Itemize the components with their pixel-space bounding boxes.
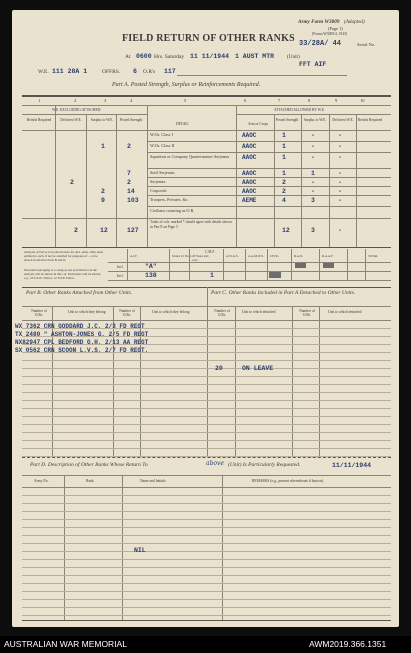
- row-detail: Staff Serjeants: [150, 170, 175, 175]
- col-num-4: 4: [130, 98, 133, 103]
- analysis-col-header: TOTAL: [368, 254, 379, 258]
- part-c-col-1: Number of O.Rs.: [214, 309, 230, 317]
- row-arm: AAOC: [242, 170, 257, 177]
- row-detail: Civilians counting as O.R.: [150, 208, 195, 213]
- row-right-value: -: [311, 179, 315, 186]
- form-code: [Forms/W3009/4, 1943]: [312, 32, 347, 36]
- col-num-7: 7: [278, 98, 281, 103]
- offrs-value: 6: [133, 68, 137, 75]
- col-num-8: 8: [308, 98, 311, 103]
- time-value: 0600: [136, 53, 152, 60]
- row-arm: AAOC: [242, 188, 257, 195]
- hrs-label: Hrs. Saturday: [154, 54, 185, 60]
- we-label: W.E.: [38, 69, 49, 75]
- date-value: 11 11/1944: [190, 53, 230, 60]
- row-right-value: 4: [282, 197, 286, 204]
- part-b-entry: SX 0562 CRN SCOON L.V.S. 2/7 FD REGT.: [15, 347, 149, 354]
- part-a-title: Part A. Posted Strength, Surplus or Reinforcements Required.: [112, 82, 261, 88]
- row-left-value: 2: [127, 179, 131, 186]
- archive-accession: AWM2019.366.1351: [309, 639, 387, 649]
- row-right-value: 1: [282, 143, 286, 150]
- col-num-2: 2: [74, 98, 77, 103]
- ors-value: 117: [164, 68, 176, 75]
- row-detail: Serjeants: [150, 179, 166, 184]
- row-detail: Corporals: [150, 188, 167, 193]
- total-att-surplus: 3: [311, 227, 315, 234]
- totals-label: Totals of cols. marked * should agree with details shown in Part E on Page 3: [150, 220, 232, 229]
- row-left-value: 14: [127, 188, 135, 195]
- archive-name: AUSTRALIAN WAR MEMORIAL: [4, 639, 127, 649]
- analysis-col-header: Under 21 Years: [172, 254, 192, 258]
- row-right-value: 1: [282, 170, 286, 177]
- analysis-col-header: CIVIL.: [270, 254, 280, 258]
- serial-number: 33/28A/ 44: [299, 40, 342, 48]
- we-value: 111 28A 1: [52, 68, 88, 75]
- row-detail: W.Os. Class I: [150, 132, 173, 137]
- analysis-col-header: R.A.A.F.: [322, 254, 334, 258]
- row-right-value: -: [338, 143, 342, 150]
- part-b-entry: TX 2480 " ASHTON-JONES G. 2/5 FD REGT: [15, 331, 149, 338]
- total-posted: 127: [127, 227, 139, 234]
- right-col-4: Deficient W.E.: [332, 118, 354, 122]
- row-right-value: 1: [282, 132, 286, 139]
- analysis-col-header: 20 Years and over: [192, 254, 209, 262]
- col-num-9: 9: [335, 98, 338, 103]
- col-num-10: 10: [360, 98, 365, 103]
- part-d-col-3: Name and Initials.: [140, 479, 167, 483]
- redacted-block: [323, 263, 334, 268]
- row-left-value: 7: [127, 170, 131, 177]
- left-col-3: Surplus to W.E.: [90, 118, 114, 122]
- row-right-value: 1: [311, 170, 315, 177]
- at-label: At: [125, 54, 131, 60]
- analysis-col-header: R.A.N.: [294, 254, 304, 258]
- row-right-value: -: [338, 188, 342, 195]
- row-right-value: -: [311, 143, 315, 150]
- row-arm: AAOC: [242, 132, 257, 139]
- on-leave-text: ON LEAVE: [242, 365, 274, 372]
- left-col-4: Posted Strength: [119, 118, 143, 122]
- army-form-label: Army Form W3009: [298, 19, 340, 25]
- part-c-col-4: Unit to which detached: [328, 310, 362, 314]
- analysis-row-label-a: Incl.: [117, 265, 124, 269]
- part-b-col-2: Unit to which they belong: [68, 310, 106, 314]
- adapted-label: (Adapted): [344, 19, 365, 25]
- archive-footer: [0, 636, 411, 653]
- unit-value: 1 AUST MTR: [235, 53, 275, 60]
- part-b-col-4: Unit to which they belong: [152, 310, 190, 314]
- cmf-label: C.M.F.: [205, 250, 215, 254]
- total-att-deficient: -: [338, 227, 342, 234]
- table-top-line: [22, 95, 391, 97]
- ors-label: O.R's: [143, 69, 156, 75]
- redacted-block: [269, 272, 281, 278]
- total-deficient: 2: [74, 227, 78, 234]
- ref-value: FFT AIF: [299, 61, 327, 68]
- total-surplus: 12: [100, 227, 108, 234]
- row-right-value: 3: [311, 197, 315, 204]
- col-num-5: 5: [184, 98, 187, 103]
- left-col-1: Reinfts Required: [26, 118, 52, 122]
- right-col-2: Posted Strength: [275, 118, 299, 122]
- part-b-title: Part B. Other Ranks Attached from Other Units.: [26, 290, 133, 296]
- right-header: ATTACHED ALLOWED BY W.E.: [274, 108, 325, 112]
- col-num-1: 1: [38, 98, 41, 103]
- row-arm: AAOC: [242, 154, 257, 161]
- on-leave-count: 20: [215, 365, 223, 372]
- analysis-a-aif: "A": [145, 263, 157, 270]
- total-att-posted: 12: [282, 227, 290, 234]
- part-d-unit-text: (Unit) Is Particularly Requested.: [228, 462, 301, 468]
- part-b-col-3: Number of O.Rs.: [119, 309, 135, 317]
- we-line: [177, 75, 347, 76]
- row-right-value: 2: [282, 179, 286, 186]
- analysis-col-header: A.W.A.S.: [226, 254, 239, 258]
- row-arm: AEME: [242, 197, 257, 204]
- left-col-2: Deficient W.E.: [60, 118, 82, 122]
- row-arm: AAOC: [242, 143, 257, 150]
- row-right-value: -: [338, 132, 342, 139]
- part-d-date: 11/11/1944: [332, 462, 372, 469]
- part-d-col-2: Rank.: [86, 479, 95, 483]
- row-detail: Squadron or Company Quartermaster Serjeants: [150, 154, 230, 159]
- form-title: FIELD RETURN OF OTHER RANKS: [122, 33, 295, 44]
- serial-label: Serial No.: [357, 42, 376, 47]
- row-left-value: 103: [127, 197, 139, 204]
- right-col-5: Reinfts Required: [357, 118, 383, 122]
- right-col-3: Surplus to W.E.: [303, 118, 327, 122]
- redacted-block: [295, 263, 306, 268]
- right-col-1: Arm or Corps: [248, 122, 268, 126]
- row-arm: AAOC: [242, 179, 257, 186]
- analysis-row-label-b: Incl.: [117, 274, 124, 278]
- part-c-col-2: Unit to which detached: [242, 310, 276, 314]
- part-d-title: Part D. Description of Other Ranks Whose Return To: [30, 462, 148, 468]
- row-left-value: 1: [101, 143, 105, 150]
- row-right-value: -: [338, 197, 342, 204]
- row-right-value: -: [338, 170, 342, 177]
- offrs-label: OFFRS.: [102, 69, 121, 75]
- left-header: W.E. EXCLUDING ATTACHED.: [52, 108, 102, 112]
- row-left-value: 2: [101, 188, 105, 195]
- row-detail: W.Os. Class II: [150, 143, 175, 148]
- part-d-col-4: REMARKS (e.g., present whereabouts if known).: [252, 479, 324, 483]
- part-d-nil: NIL: [134, 547, 146, 554]
- row-right-value: 2: [282, 188, 286, 195]
- row-left-value: 2: [127, 143, 131, 150]
- col-num-6: 6: [244, 98, 247, 103]
- row-left-value: 2: [70, 179, 74, 186]
- part-b-col-1: Number of O.Rs.: [31, 309, 47, 317]
- unit-label: (Unit): [287, 54, 300, 60]
- row-right-value: -: [338, 179, 342, 186]
- part-b-entry: NX82947 CPL BEDFORD G.H. 2/13 AA REGT: [15, 339, 149, 346]
- part-d-handwritten: above: [206, 460, 224, 467]
- row-right-value: 1: [282, 154, 286, 161]
- row-right-value: -: [311, 132, 315, 139]
- part-d-col-1: Army No.: [34, 479, 49, 483]
- form-sheet: [12, 10, 399, 627]
- part-c-title: Part C. Other Ranks Included in Part A Detached to Other Units.: [211, 290, 356, 296]
- col-num-3: 3: [104, 98, 107, 103]
- row-left-value: 9: [101, 197, 105, 204]
- detail-header: DETAIL: [176, 122, 189, 126]
- page-label: (Page 1): [328, 26, 343, 31]
- analysis-col-header: A.I.F.: [130, 254, 138, 258]
- analysis-b-cmf: 1: [210, 272, 214, 279]
- analysis-b-aif: 138: [145, 272, 157, 279]
- row-right-value: -: [311, 188, 315, 195]
- row-right-value: -: [338, 154, 342, 161]
- row-right-value: -: [311, 154, 315, 161]
- analysis-note-1: Analysis of Part A to be shown here for ALL units. Only units entitled to such, if not be attached for purposes of ... to be shown in detail in Parts B and D.: [24, 250, 103, 262]
- part-c-col-3: Number of O.Rs.: [299, 309, 315, 317]
- row-detail: Troopers, Privates, &c.: [150, 197, 189, 202]
- analysis-note-2: Personnel belonging to a category not provided for in the analysis will be shown in this col. Particulars will be shown, e.g., 25 U.D.F. Native, 12 N.F.P. Police.: [24, 268, 102, 280]
- part-b-entry: WX 7362 CRN GODDARD J.C. 2/3 FD REGT: [15, 323, 145, 330]
- analysis-col-header: A.A.M.W.S.: [248, 254, 264, 258]
